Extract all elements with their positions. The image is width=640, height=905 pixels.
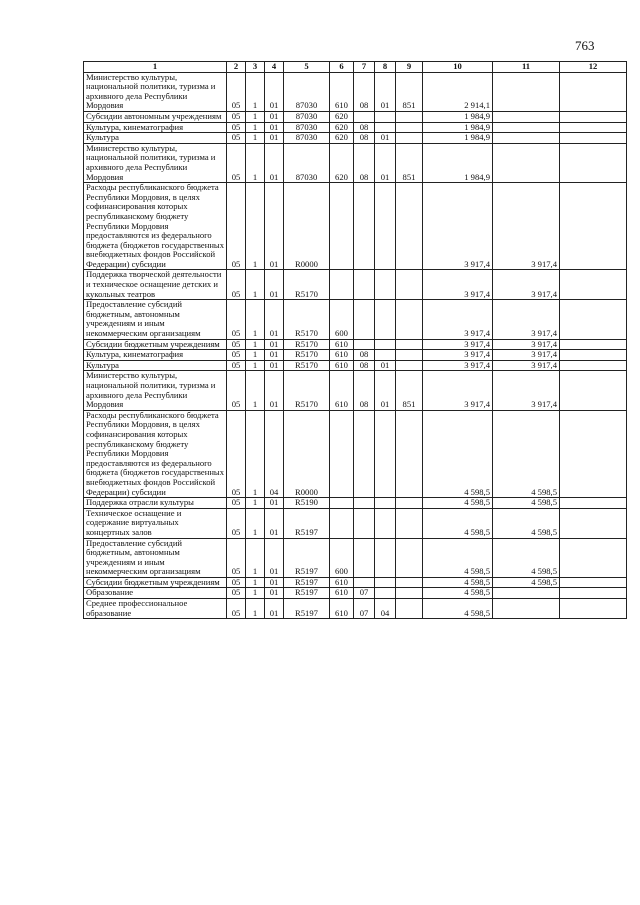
cell-c12 <box>560 183 627 270</box>
row-name-cell: Культура, кинематография <box>84 350 227 361</box>
cell-c5: R5170 <box>284 360 330 371</box>
cell-c11: 4 598,5 <box>493 577 560 588</box>
cell-c12 <box>560 588 627 599</box>
cell-c3: 1 <box>246 538 265 577</box>
cell-c9 <box>396 122 423 133</box>
cell-c5: R5197 <box>284 508 330 538</box>
cell-c5: R5170 <box>284 270 330 300</box>
cell-c4: 01 <box>265 133 284 144</box>
column-header-4: 4 <box>265 62 284 73</box>
cell-c10: 1 984,9 <box>423 111 493 122</box>
cell-c2: 05 <box>227 270 246 300</box>
cell-c12 <box>560 133 627 144</box>
cell-c8 <box>375 410 396 497</box>
cell-c11: 3 917,4 <box>493 183 560 270</box>
cell-c2: 05 <box>227 588 246 599</box>
cell-c10: 3 917,4 <box>423 300 493 339</box>
cell-c12 <box>560 410 627 497</box>
cell-c2: 05 <box>227 360 246 371</box>
cell-c10: 3 917,4 <box>423 371 493 410</box>
row-name-cell: Предоставление субсидий бюджетным, автономным учреждениям и иным некоммерческим организациям <box>84 538 227 577</box>
cell-c11 <box>493 143 560 182</box>
cell-c5: R5197 <box>284 577 330 588</box>
cell-c12 <box>560 577 627 588</box>
cell-c11: 3 917,4 <box>493 350 560 361</box>
cell-c8: 01 <box>375 360 396 371</box>
cell-c2: 05 <box>227 498 246 509</box>
cell-c3: 1 <box>246 183 265 270</box>
row-name-cell: Министерство культуры, национальной политики, туризма и архивного дела Республики Мордовия <box>84 72 227 111</box>
cell-c6: 620 <box>330 122 354 133</box>
cell-c10: 3 917,4 <box>423 350 493 361</box>
cell-c3: 1 <box>246 350 265 361</box>
cell-c12 <box>560 300 627 339</box>
cell-c10: 4 598,5 <box>423 538 493 577</box>
cell-c10: 3 917,4 <box>423 339 493 350</box>
row-name-cell: Министерство культуры, национальной политики, туризма и архивного дела Республики Мордовия <box>84 143 227 182</box>
column-header-12: 12 <box>560 62 627 73</box>
table-row <box>84 498 627 509</box>
cell-c12 <box>560 270 627 300</box>
row-name-cell: Субсидии автономным учреждениям <box>84 111 227 122</box>
cell-c4: 01 <box>265 270 284 300</box>
cell-c5: R0000 <box>284 410 330 497</box>
cell-c9 <box>396 111 423 122</box>
cell-c3: 1 <box>246 300 265 339</box>
cell-c2: 05 <box>227 300 246 339</box>
cell-c8: 01 <box>375 143 396 182</box>
cell-c2: 05 <box>227 538 246 577</box>
row-name-cell: Образование <box>84 588 227 599</box>
cell-c9 <box>396 350 423 361</box>
cell-c9 <box>396 577 423 588</box>
cell-c11 <box>493 599 560 619</box>
cell-c9 <box>396 360 423 371</box>
cell-c9: 851 <box>396 371 423 410</box>
cell-c9 <box>396 133 423 144</box>
table-row <box>84 371 627 410</box>
cell-c4: 01 <box>265 111 284 122</box>
table-row <box>84 270 627 300</box>
cell-c9 <box>396 538 423 577</box>
cell-c4: 01 <box>265 300 284 339</box>
cell-c5: 87030 <box>284 143 330 182</box>
column-header-7: 7 <box>354 62 375 73</box>
table-row <box>84 143 627 182</box>
column-header-8: 8 <box>375 62 396 73</box>
row-name-cell: Культура <box>84 360 227 371</box>
page-number: 763 <box>575 38 595 53</box>
cell-c2: 05 <box>227 410 246 497</box>
cell-c3: 1 <box>246 270 265 300</box>
cell-c9 <box>396 410 423 497</box>
cell-c10: 4 598,5 <box>423 577 493 588</box>
cell-c4: 01 <box>265 371 284 410</box>
cell-c3: 1 <box>246 508 265 538</box>
cell-c7 <box>354 498 375 509</box>
cell-c2: 05 <box>227 111 246 122</box>
cell-c12 <box>560 508 627 538</box>
cell-c12 <box>560 143 627 182</box>
cell-c7: 08 <box>354 72 375 111</box>
cell-c6: 610 <box>330 599 354 619</box>
row-name-cell: Министерство культуры, национальной политики, туризма и архивного дела Республики Мордовия <box>84 371 227 410</box>
cell-c12 <box>560 72 627 111</box>
cell-c4: 01 <box>265 360 284 371</box>
cell-c4: 01 <box>265 350 284 361</box>
cell-c2: 05 <box>227 599 246 619</box>
cell-c10: 1 984,9 <box>423 133 493 144</box>
cell-c3: 1 <box>246 143 265 182</box>
cell-c10: 4 598,5 <box>423 498 493 509</box>
cell-c4: 01 <box>265 508 284 538</box>
cell-c10: 1 984,9 <box>423 122 493 133</box>
cell-c12 <box>560 122 627 133</box>
cell-c4: 01 <box>265 577 284 588</box>
cell-c4: 01 <box>265 72 284 111</box>
cell-c11: 4 598,5 <box>493 410 560 497</box>
cell-c6 <box>330 498 354 509</box>
row-name-cell: Техническое оснащение и содержание виртуальных концертных залов <box>84 508 227 538</box>
cell-c10: 3 917,4 <box>423 183 493 270</box>
row-name-cell: Поддержка творческой деятельности и техническое оснащение детских и кукольных театров <box>84 270 227 300</box>
table-row <box>84 577 627 588</box>
row-name-cell: Субсидии бюджетным учреждениям <box>84 577 227 588</box>
cell-c11 <box>493 72 560 111</box>
cell-c5: R5197 <box>284 599 330 619</box>
cell-c11 <box>493 588 560 599</box>
cell-c4: 01 <box>265 143 284 182</box>
cell-c2: 05 <box>227 508 246 538</box>
cell-c3: 1 <box>246 498 265 509</box>
cell-c3: 1 <box>246 111 265 122</box>
cell-c5: R5190 <box>284 498 330 509</box>
cell-c12 <box>560 599 627 619</box>
cell-c2: 05 <box>227 371 246 410</box>
table-row <box>84 588 627 599</box>
budget-table <box>83 61 627 619</box>
cell-c10: 4 598,5 <box>423 588 493 599</box>
cell-c5: R5170 <box>284 339 330 350</box>
cell-c7: 07 <box>354 599 375 619</box>
column-header-5: 5 <box>284 62 330 73</box>
cell-c7: 08 <box>354 360 375 371</box>
cell-c10: 4 598,5 <box>423 410 493 497</box>
cell-c7 <box>354 410 375 497</box>
row-name-cell: Расходы республиканского бюджета Республики Мордовия, в целях софинансирования которых республиканскому бюджету Республики Мордовия предоставляются из федерального бюджета (бюджетов государственных внебюджетных фондов Российской Федерации) субсидии <box>84 410 227 497</box>
cell-c12 <box>560 498 627 509</box>
cell-c7 <box>354 300 375 339</box>
cell-c10: 2 914,1 <box>423 72 493 111</box>
cell-c7: 08 <box>354 122 375 133</box>
cell-c8 <box>375 577 396 588</box>
cell-c5: 87030 <box>284 111 330 122</box>
row-name-cell: Среднее профессиональное образование <box>84 599 227 619</box>
cell-c10: 4 598,5 <box>423 599 493 619</box>
cell-c2: 05 <box>227 133 246 144</box>
cell-c2: 05 <box>227 143 246 182</box>
cell-c4: 01 <box>265 122 284 133</box>
cell-c9 <box>396 498 423 509</box>
cell-c2: 05 <box>227 577 246 588</box>
cell-c4: 01 <box>265 183 284 270</box>
cell-c10: 4 598,5 <box>423 508 493 538</box>
cell-c9 <box>396 270 423 300</box>
cell-c12 <box>560 111 627 122</box>
cell-c11 <box>493 133 560 144</box>
row-name-cell: Субсидии бюджетным учреждениям <box>84 339 227 350</box>
cell-c2: 05 <box>227 72 246 111</box>
cell-c6: 610 <box>330 577 354 588</box>
cell-c7 <box>354 183 375 270</box>
column-header-9: 9 <box>396 62 423 73</box>
cell-c10: 3 917,4 <box>423 360 493 371</box>
cell-c8: 01 <box>375 371 396 410</box>
cell-c8 <box>375 339 396 350</box>
cell-c6 <box>330 183 354 270</box>
cell-c11: 4 598,5 <box>493 538 560 577</box>
cell-c11 <box>493 111 560 122</box>
cell-c8 <box>375 350 396 361</box>
cell-c10: 3 917,4 <box>423 270 493 300</box>
cell-c7: 08 <box>354 133 375 144</box>
cell-c7: 07 <box>354 588 375 599</box>
cell-c6 <box>330 410 354 497</box>
cell-c3: 1 <box>246 599 265 619</box>
table-row <box>84 410 627 497</box>
cell-c8 <box>375 508 396 538</box>
cell-c11: 3 917,4 <box>493 300 560 339</box>
cell-c6 <box>330 270 354 300</box>
cell-c9 <box>396 588 423 599</box>
table-row <box>84 360 627 371</box>
table-row <box>84 350 627 361</box>
cell-c4: 01 <box>265 538 284 577</box>
cell-c4: 01 <box>265 339 284 350</box>
column-header-1: 1 <box>84 62 227 73</box>
cell-c7: 08 <box>354 143 375 182</box>
cell-c9 <box>396 599 423 619</box>
cell-c12 <box>560 538 627 577</box>
cell-c2: 05 <box>227 350 246 361</box>
cell-c8 <box>375 183 396 270</box>
table-body <box>84 72 627 619</box>
cell-c6: 600 <box>330 300 354 339</box>
row-name-cell: Культура, кинематография <box>84 122 227 133</box>
cell-c11: 4 598,5 <box>493 508 560 538</box>
cell-c2: 05 <box>227 122 246 133</box>
cell-c3: 1 <box>246 133 265 144</box>
table-row <box>84 339 627 350</box>
table-row <box>84 508 627 538</box>
cell-c7 <box>354 577 375 588</box>
cell-c7: 08 <box>354 371 375 410</box>
table-row <box>84 599 627 619</box>
cell-c9: 851 <box>396 143 423 182</box>
column-header-2: 2 <box>227 62 246 73</box>
cell-c6: 620 <box>330 111 354 122</box>
cell-c4: 01 <box>265 498 284 509</box>
cell-c8 <box>375 122 396 133</box>
column-header-11: 11 <box>493 62 560 73</box>
cell-c3: 1 <box>246 410 265 497</box>
cell-c8: 01 <box>375 72 396 111</box>
cell-c11: 3 917,4 <box>493 371 560 410</box>
cell-c9 <box>396 339 423 350</box>
row-name-cell: Предоставление субсидий бюджетным, автономным учреждениям и иным некоммерческим организациям <box>84 300 227 339</box>
cell-c5: R0000 <box>284 183 330 270</box>
cell-c12 <box>560 350 627 361</box>
cell-c8 <box>375 111 396 122</box>
cell-c5: 87030 <box>284 122 330 133</box>
cell-c7 <box>354 270 375 300</box>
row-name-cell: Расходы республиканского бюджета Республики Мордовия, в целях софинансирования которых республиканскому бюджету Республики Мордовия предоставляются из федерального бюджета (бюджетов государственных внебюджетных фондов Российской Федерации) субсидии <box>84 183 227 270</box>
cell-c7: 08 <box>354 350 375 361</box>
cell-c6: 610 <box>330 350 354 361</box>
cell-c8 <box>375 300 396 339</box>
cell-c9 <box>396 183 423 270</box>
cell-c12 <box>560 360 627 371</box>
cell-c6: 620 <box>330 143 354 182</box>
cell-c8 <box>375 588 396 599</box>
cell-c3: 1 <box>246 360 265 371</box>
column-header-6: 6 <box>330 62 354 73</box>
cell-c5: R5197 <box>284 588 330 599</box>
cell-c11 <box>493 122 560 133</box>
cell-c11: 3 917,4 <box>493 339 560 350</box>
cell-c6 <box>330 508 354 538</box>
cell-c4: 01 <box>265 599 284 619</box>
table-row <box>84 72 627 111</box>
table-row <box>84 538 627 577</box>
table-row <box>84 111 627 122</box>
table-header-row <box>84 62 627 73</box>
cell-c8 <box>375 270 396 300</box>
cell-c9: 851 <box>396 72 423 111</box>
cell-c3: 1 <box>246 122 265 133</box>
column-header-10: 10 <box>423 62 493 73</box>
cell-c11: 4 598,5 <box>493 498 560 509</box>
cell-c5: 87030 <box>284 133 330 144</box>
cell-c6: 610 <box>330 588 354 599</box>
cell-c8: 01 <box>375 133 396 144</box>
cell-c7 <box>354 538 375 577</box>
cell-c9 <box>396 508 423 538</box>
table-row <box>84 183 627 270</box>
cell-c5: R5170 <box>284 300 330 339</box>
cell-c7 <box>354 111 375 122</box>
cell-c10: 1 984,9 <box>423 143 493 182</box>
cell-c3: 1 <box>246 339 265 350</box>
cell-c7 <box>354 339 375 350</box>
cell-c12 <box>560 371 627 410</box>
cell-c3: 1 <box>246 577 265 588</box>
cell-c6: 610 <box>330 360 354 371</box>
cell-c6: 610 <box>330 339 354 350</box>
table-row <box>84 133 627 144</box>
cell-c9 <box>396 300 423 339</box>
cell-c6: 610 <box>330 371 354 410</box>
cell-c7 <box>354 508 375 538</box>
row-name-cell: Культура <box>84 133 227 144</box>
row-name-cell: Поддержка отрасли культуры <box>84 498 227 509</box>
table-row <box>84 122 627 133</box>
cell-c8: 04 <box>375 599 396 619</box>
cell-c2: 05 <box>227 339 246 350</box>
cell-c5: R5170 <box>284 371 330 410</box>
cell-c4: 01 <box>265 588 284 599</box>
table-row <box>84 300 627 339</box>
cell-c5: R5170 <box>284 350 330 361</box>
cell-c3: 1 <box>246 371 265 410</box>
cell-c5: 87030 <box>284 72 330 111</box>
cell-c8 <box>375 538 396 577</box>
cell-c4: 04 <box>265 410 284 497</box>
cell-c3: 1 <box>246 588 265 599</box>
cell-c2: 05 <box>227 183 246 270</box>
cell-c3: 1 <box>246 72 265 111</box>
cell-c6: 620 <box>330 133 354 144</box>
cell-c8 <box>375 498 396 509</box>
cell-c11: 3 917,4 <box>493 360 560 371</box>
cell-c6: 610 <box>330 72 354 111</box>
column-header-3: 3 <box>246 62 265 73</box>
cell-c11: 3 917,4 <box>493 270 560 300</box>
cell-c6: 600 <box>330 538 354 577</box>
cell-c5: R5197 <box>284 538 330 577</box>
cell-c12 <box>560 339 627 350</box>
